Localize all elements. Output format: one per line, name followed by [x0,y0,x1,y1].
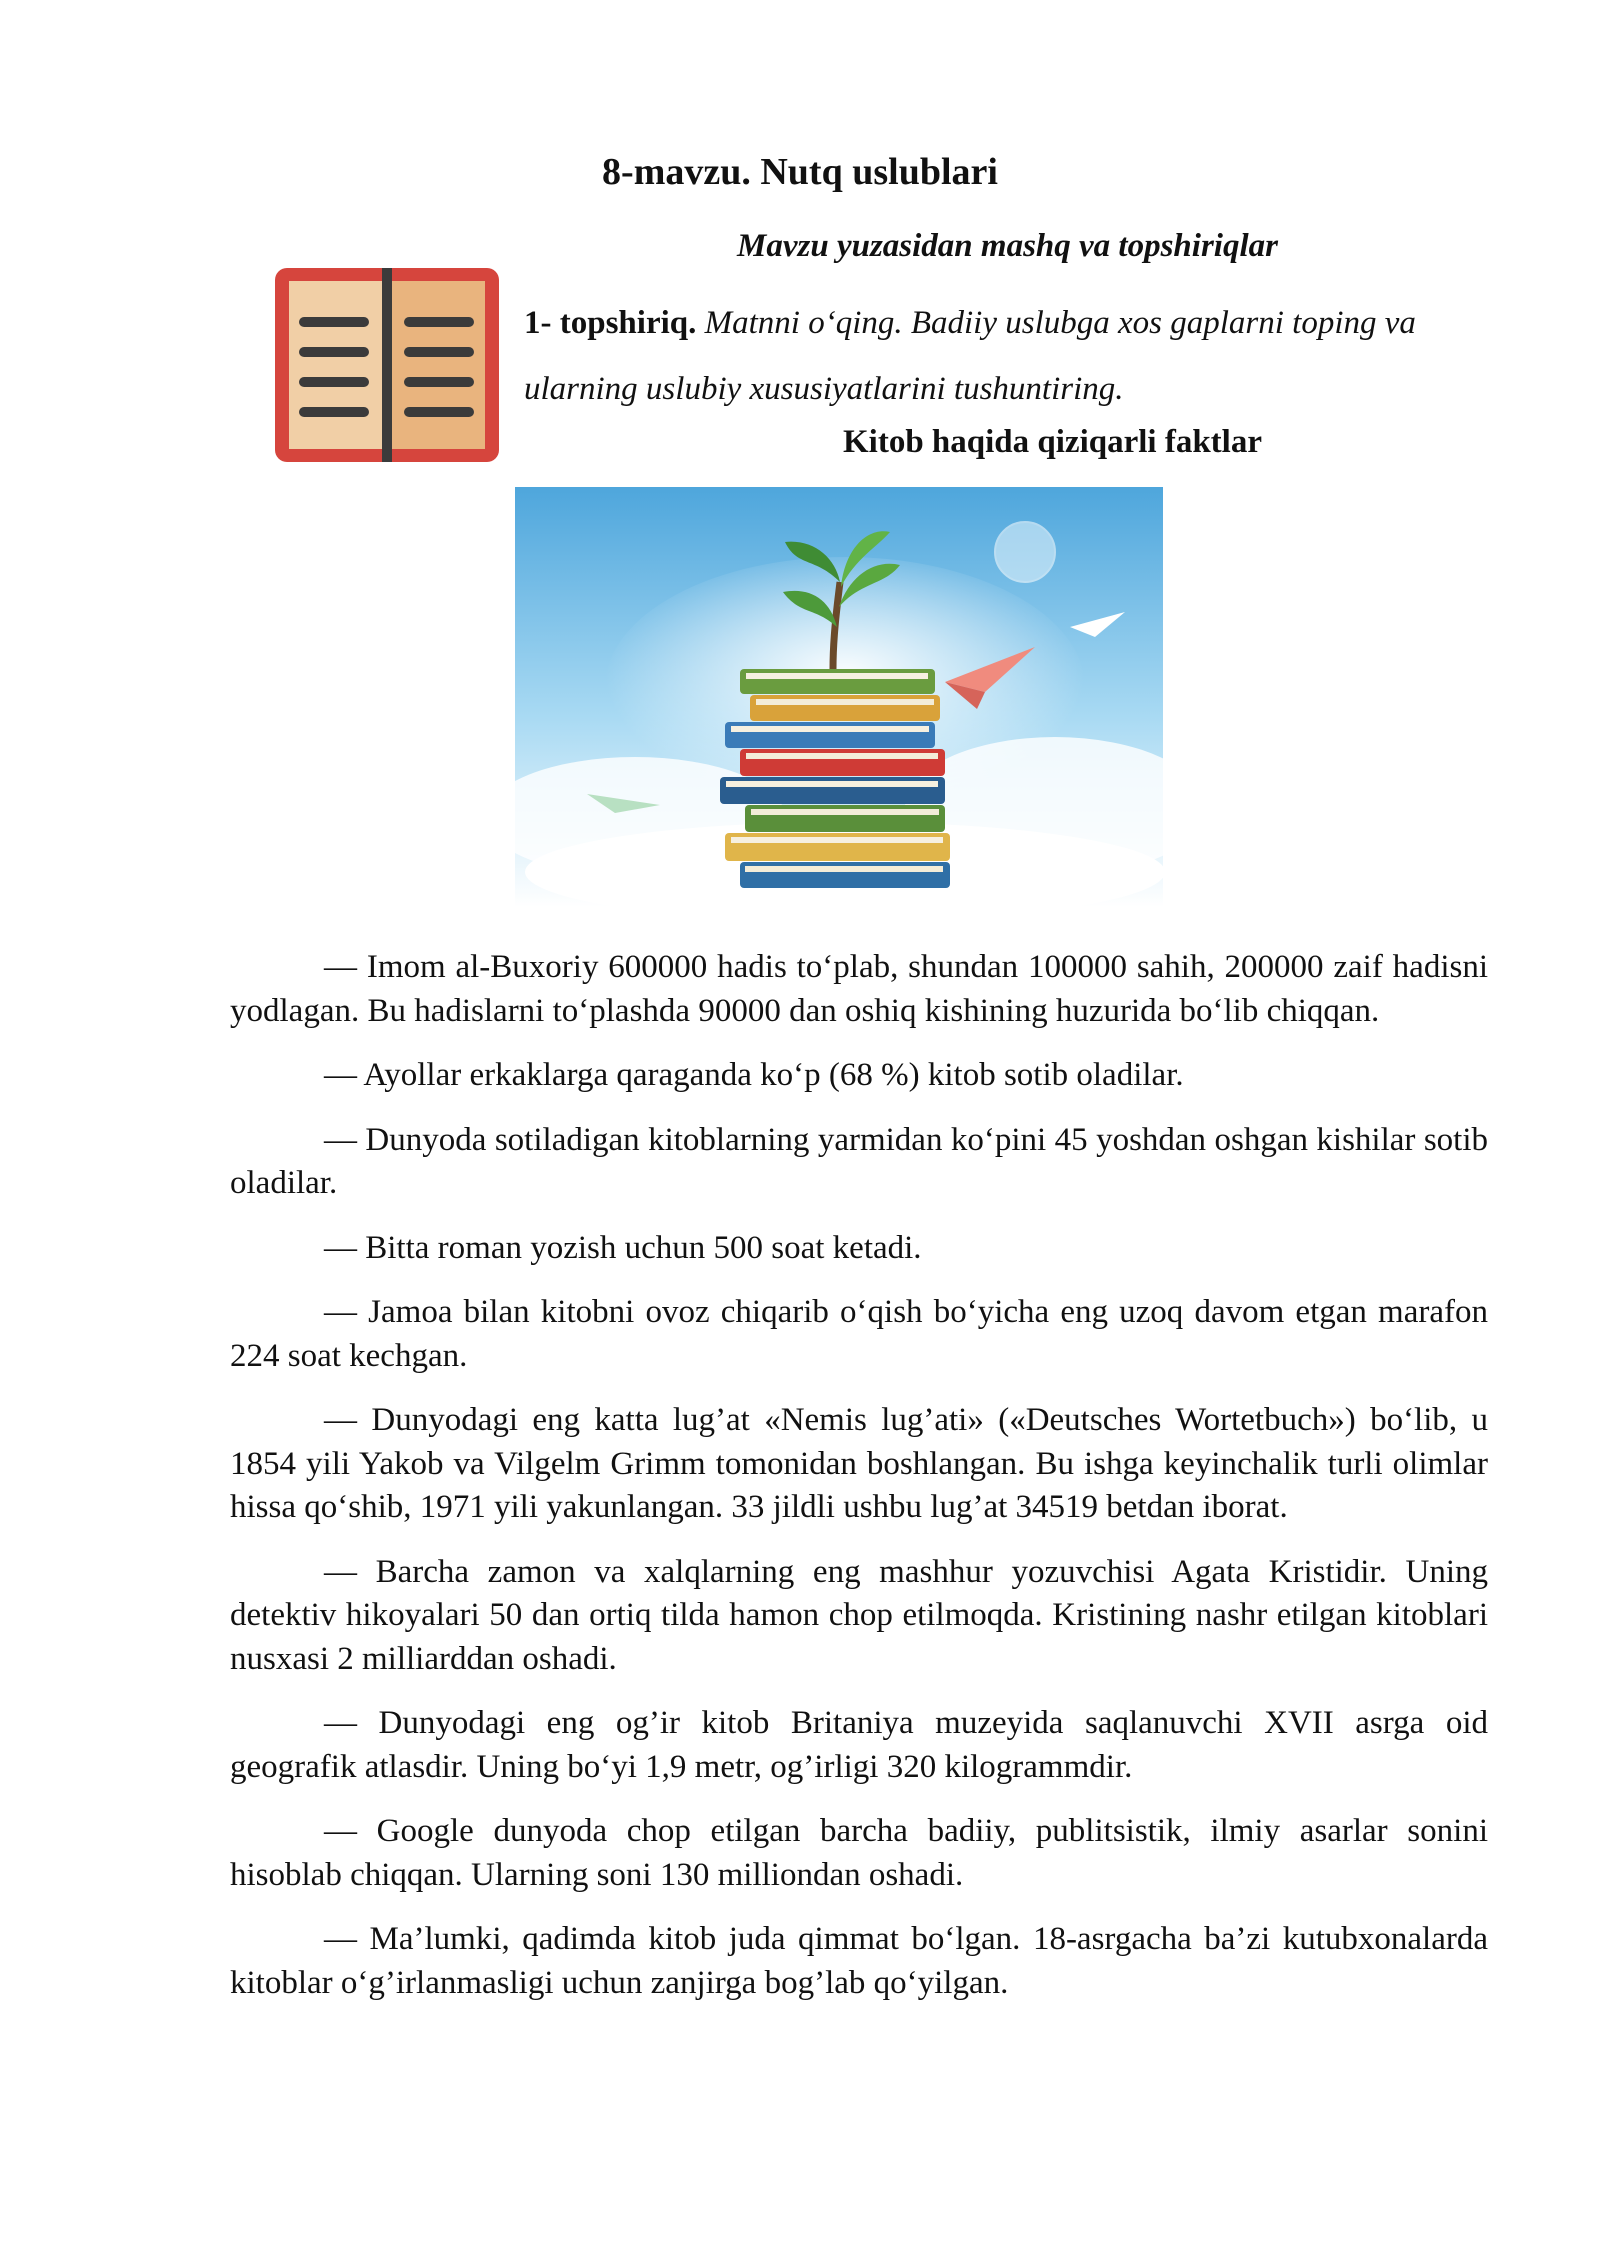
fact-item: — Jamoa bilan kitobni ovoz chiqarib o‘qish bo‘yicha eng uzoq davom etgan marafon 224 soat kechgan. [230,1294,1488,1374]
task-1 [524,290,1504,422]
fact-item: — Ma’lumki, qadimda kitob juda qimmat bo‘lgan. 18-asrgacha ba’zi kutubxonalarda kitoblar o‘g’irlanmasligi uchun zanjirga bog’lab qo‘yilgan. [230,1921,1488,2001]
fact-item: — Bitta roman yozish uchun 500 soat ketadi. [324,1229,922,1266]
fact-item: — Dunyodagi eng katta lug’at «Nemis lug’ati» («Deutsches Wortetbuch») bo‘lib, u 1854 yili Yakob va Vilgelm Grimm tomonidan boshlangan. Bu ishga keyinchalik turli olimlar hissa qo‘shib, 1971 yili yakunlangan. 33 jildli ushbu lug’at 34519 betdan iborat. [230,1402,1488,1525]
fact-item: — Imom al-Buxoriy 600000 hadis to‘plab, shundan 100000 sahih, 200000 zaif hadisni yodlagan. Bu hadislarni to‘plashda 90000 dan oshiq kishining huzurida bo‘lib chiqqan. [230,949,1488,1029]
fact-item: — Barcha zamon va xalqlarning eng mashhur yozuvchisi Agata Kristidir. Uning detektiv hikoyalari 50 dan ortiq tilda hamon chop etilmoqda. Kristining nashr etilgan kitoblari nusxasi 2 milliarddan oshadi. [230,1553,1488,1677]
fact-item: — Dunyoda sotiladigan kitoblarning yarmidan ko‘pini 45 yoshdan oshgan kishilar sotib oladilar. [230,1121,1488,1201]
fact-item: — Google dunyoda chop etilgan barcha badiiy, publitsistik, ilmiy asarlar sonini hisoblab chiqqan. Ularning soni 130 milliondan oshadi. [230,1813,1488,1893]
fact-item: — Ayollar erkaklarga qaraganda ko‘p (68 %) kitob sotib oladilar. [324,1057,1184,1093]
facts-list [230,946,1488,2026]
books-with-plant-image [515,487,1163,907]
section-title: Kitob haqida qiziqarli faktlar [843,424,1262,460]
task-label: 1- topshiriq. [524,305,697,341]
fact-item: — Dunyodagi eng og’ir kitob Britaniya muzeyida saqlanuvchi XVII asrga oid geografik atlasdir. Uning bo‘yi 1,9 metr, og’irligi 320 kilogrammdir. [230,1705,1488,1785]
page-subtitle: Mavzu yuzasidan mashq va topshiriqlar [737,228,1278,264]
page-title: 8-mavzu. Nutq uslublari [602,151,998,193]
task-text: Matnni o‘qing. Badiiy uslubga xos gaplarni toping va ularning uslubiy xususiyatlarini tushuntiring. [524,305,1416,407]
